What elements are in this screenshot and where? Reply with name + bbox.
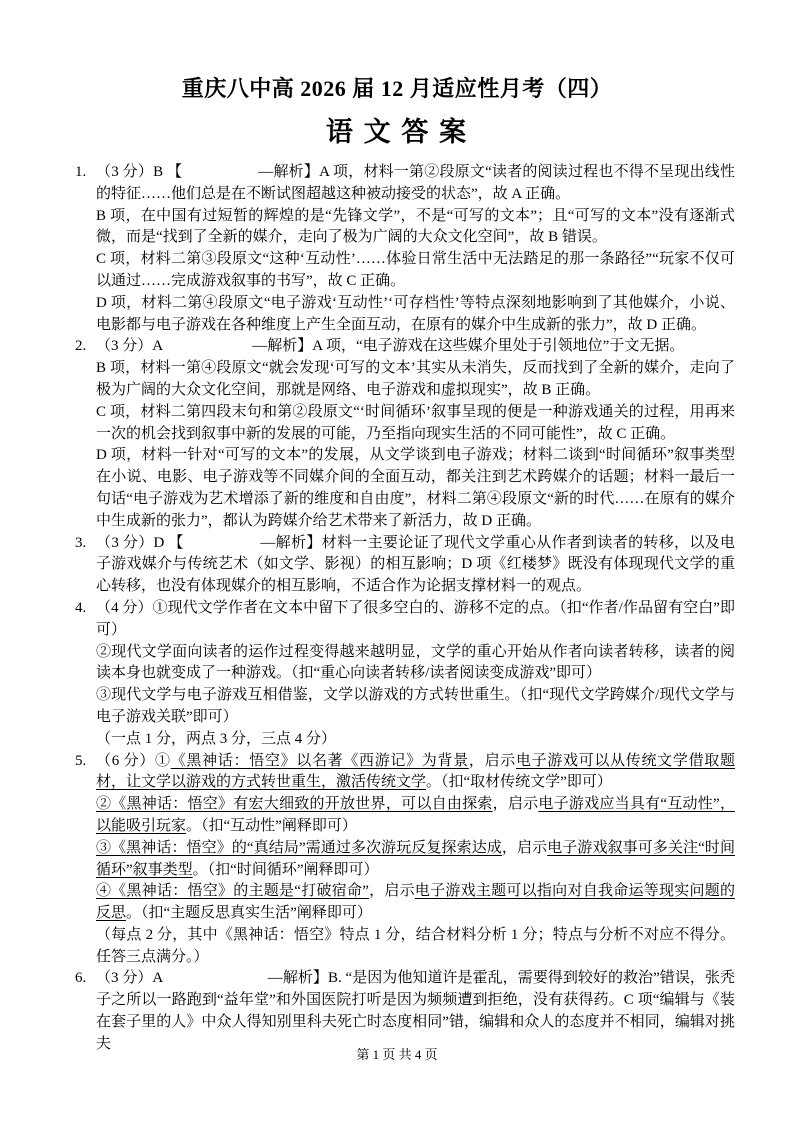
page-footer: 第 1 页 共 4 页 [356,1047,438,1062]
text-segment: 。（扣“互动性”阐释即可） [186,817,357,834]
underlined-text: ③《黑神话：悟空》的“真结局”需通过多次游玩反复探索达成 [96,839,502,856]
answer-paragraph [96,881,735,925]
text-segment: （6 分）① [96,752,171,769]
answer-paragraph [96,685,735,729]
text-segment: 。（扣“主题反思真实生活”阐释即可） [126,905,372,922]
answer-item [75,751,735,969]
answer-number: 3. [75,534,87,551]
underlined-text: 《黑神话：悟空》以名著《西游记》为背景 [170,752,469,769]
underlined-text: ④《黑神话：悟空》的主题是“打破宿命” [96,883,369,900]
answer-paragraph [96,642,735,686]
answer-paragraph [96,968,735,1055]
answer-paragraph [96,751,735,795]
text-segment: B 项，材料一第④段原文“就会发现‘可写的文本’其实从未消失，反而找到了全新的媒介，走向了极为广阔的大众文化空间，那就是网络、电子游戏和虚拟现实”，故 B 正确。 [96,360,735,398]
text-segment: D 项，材料二第④段原文“电子游戏‘互动性’‘可存档性’等特点深刻地影响到了其他媒介，小说、电影都与电子游戏在各种维度上产生全面互动，在原有的媒介中生成新的张力”，故 D 正确。 [96,294,735,333]
text-segment: ②现代文学面向读者的运作过程变得越来越明显，文学的重心开始从作者向读者转移，读者的阅读本身也就变成了一种游戏。（扣“重心向读者转移/读者阅读变成游戏”即可） [96,643,735,682]
answer-item [75,533,735,598]
text-segment: （一点 1 分，两点 3 分，三点 4 分） [96,730,337,747]
text-segment: （3 分）A —解析】A 项，“电子游戏在这些媒介里处于引领地位”于文无据。 [96,338,685,355]
answer-number: 5. [75,752,87,769]
answer-item [75,162,735,336]
text-segment: （3 分）B 【 —解析】A 项，材料一第②段原文“读者的阅读过程也不得不呈现出线性的特征……他们总是在不断试图超越这种被动接受的状态”，故 A 正确。 [96,164,735,202]
answer-paragraph [96,598,735,642]
answer-paragraph [96,729,735,751]
text-segment: （4 分）①现代文学作者在文本中留下了很多空白的、游移不定的点。（扣“作者/作品留有空白”即可） [96,599,735,638]
answer-paragraph [96,206,735,250]
text-segment: C 项，材料二第③段原文“这种‘互动性’……体验日常生活中无法踏足的那一条路径”“玩家不仅可以通过……完成游戏叙事的书写”，故 C 正确。 [96,251,735,289]
text-segment: （3 分）D 【 —解析】材料一主要论证了现代文学重心从作者到读者的转移，以及电子游戏媒介与传统艺术（如文学、影视）的相互影响；D 项《红楼梦》既没有体现现代文学的重心转移，也没有体现媒介的相互影响，不适合作为论据支撑材料一的观点。 [96,534,735,595]
page-title: 重庆八中高 2026 届 12 月适应性月考（四） [181,76,613,101]
answer-paragraph [96,445,735,532]
answer-paragraph [96,162,735,206]
answer-paragraph [96,533,735,598]
underlined-text: 电子游戏主题可以指向对自我命运等现实问题的反思 [96,883,735,922]
text-segment: （每点 2 分，其中《黑神话：悟空》特点 1 分，结合材料分析 1 分；特点与分析不对应不得分。任答三点满分。） [96,926,735,965]
text-segment: C 项，材料二第四段末句和第②段原文“‘时间循环’叙事呈现的便是一种游戏通关的过程，用再来一次的机会找到叙事中新的发展的可能，乃至指向现实生活的不同可能性”，故 C 正确。 [96,403,735,442]
text-segment: ③现代文学与电子游戏互相借鉴，文学以游戏的方式转世重生。（扣“现代文学跨媒介/现代文学与电子游戏关联”即可） [96,687,735,725]
answer-number: 2. [75,338,87,355]
answer-list [0,162,794,1056]
text-segment: ，启示 [492,796,539,813]
answer-item [75,968,735,1055]
answer-paragraph [96,794,735,838]
answer-paragraph [96,838,735,882]
text-segment: ，启示 [501,839,548,856]
text-segment: 。（扣“时间循环”阐释即可） [192,861,379,878]
underlined-text: 电子游戏应当具有“互动性”，以能吸引玩家 [96,796,735,834]
text-segment: B 项，在中国有过短暂的辉煌的是“先锋文学”，不是“可写的文本”；且“可写的文本”没有逐渐式微，而是“找到了全新的媒介，走向了极为广阔的大众文化空间”，故 B 错误。 [96,207,735,246]
answer-paragraph [96,336,735,358]
answer-paragraph [96,402,735,446]
text-segment: ，启示 [468,752,516,769]
underlined-text: 电子游戏叙事可多关注“时间循环”叙事类型 [96,839,735,878]
text-segment: 。（扣“取材传统文学”即可） [426,774,612,791]
underlined-text: ②《黑神话：悟空》有宏大细致的开放世界，可以自由探索 [96,796,493,813]
underlined-text: 电子游戏可以从传统文学借取题材，让文学以游戏的方式转世重生，激活传统文学 [96,752,735,791]
answer-paragraph [96,249,735,293]
text-segment: （3 分）A —解析】B. “是因为他知道许是霍乱，需要得到较好的救治”错误，张秃子之所以一路跑到“益年堂”和外国医院打听是因为频频遭到拒绝，没有获得药。C 项“编辑与《装在套子里的人》中众人得知别里科夫死亡时态度相同”错，编辑和众人的态度并不相同，编辑对挑夫 [96,970,735,1052]
page-subtitle: 语 文 答 案 [325,117,469,147]
text-segment: D 项，材料一针对“可写的文本”的发展，从文学谈到电子游戏；材料二谈到“时间循环”叙事类型在小说、电影、电子游戏等不同媒介间的全面互动，都关注到艺术跨媒介的话题；材料一最后一句话“电子游戏为艺术增添了新的维度和自由度”，材料二第④段原文“新的时代……在原有的媒介中生成新的张力”，都认为跨媒介给艺术带来了新活力，故 D 正确。 [96,447,735,529]
text-segment: ，启示 [368,883,415,900]
answer-item [75,598,735,751]
answer-paragraph [96,925,735,969]
answer-number: 4. [75,599,87,616]
answer-paragraph [96,358,735,402]
answer-number: 1. [75,164,87,180]
answer-item [75,336,735,532]
answer-paragraph [96,293,735,337]
answer-number: 6. [75,970,87,987]
